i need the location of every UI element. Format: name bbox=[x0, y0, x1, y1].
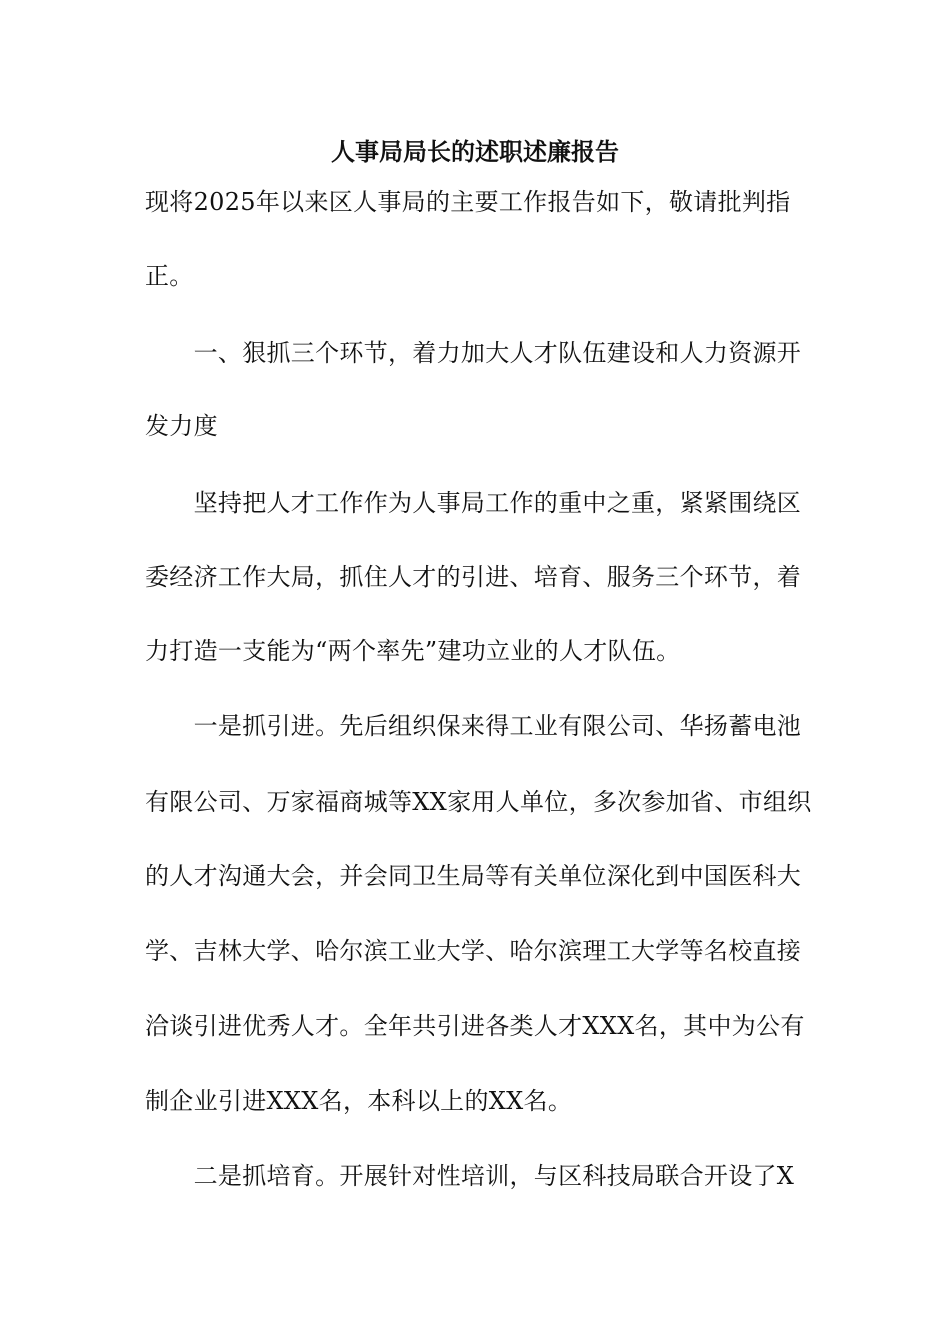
paragraph-line: 一是抓引进。先后组织保来得工业有限公司、华扬蓄电池 bbox=[145, 712, 802, 740]
paragraph-line: 正。 bbox=[145, 262, 194, 290]
paragraph-line: 发力度 bbox=[145, 412, 218, 440]
paragraph-line: 洽谈引进优秀人才。全年共引进各类人才XXX名，其中为公有 bbox=[145, 1012, 805, 1040]
paragraph-line: 一、狠抓三个环节，着力加大人才队伍建设和人力资源开 bbox=[145, 339, 802, 367]
paragraph-line: 委经济工作大局，抓住人才的引进、培育、服务三个环节，着 bbox=[145, 563, 802, 591]
document-title: 人事局局长的述职述廉报告 bbox=[331, 138, 619, 166]
paragraph-line: 二是抓培育。开展针对性培训，与区科技局联合开设了X bbox=[145, 1162, 795, 1190]
paragraph-line: 制企业引进XXX名，本科以上的XX名。 bbox=[145, 1087, 573, 1115]
paragraph-line: 力打造一支能为“两个率先”建功立业的人才队伍。 bbox=[145, 637, 681, 665]
paragraph-line: 学、吉林大学、哈尔滨工业大学、哈尔滨理工大学等名校直接 bbox=[145, 937, 802, 965]
paragraph-line: 现将2025年以来区人事局的主要工作报告如下，敬请批判指 bbox=[145, 188, 791, 216]
paragraph-line: 有限公司、万家福商城等XX家用人单位，多次参加省、市组织 bbox=[145, 788, 812, 816]
paragraph-line: 的人才沟通大会，并会同卫生局等有关单位深化到中国医科大 bbox=[145, 862, 802, 890]
paragraph-line: 坚持把人才工作作为人事局工作的重中之重，紧紧围绕区 bbox=[145, 489, 802, 517]
